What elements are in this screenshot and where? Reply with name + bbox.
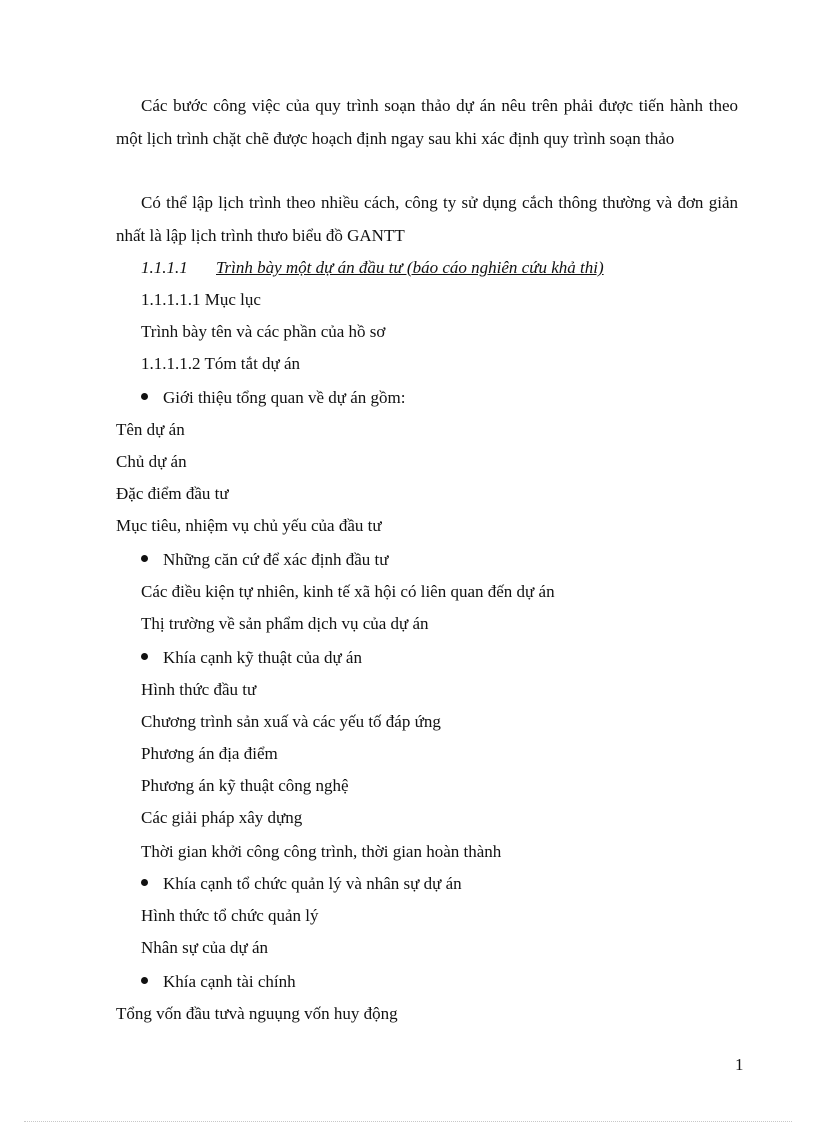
bullet-item bbox=[141, 648, 362, 668]
text-line: Tổng vốn đầu tưvà nguụng vốn huy động bbox=[116, 1004, 398, 1023]
bullet-text: Khía cạnh tài chính bbox=[163, 972, 296, 991]
bullet-icon bbox=[141, 653, 148, 660]
bullet-text: Những căn cứ để xác định đầu tư bbox=[163, 550, 389, 569]
text-line: Phương án kỹ thuật công nghệ bbox=[141, 776, 349, 795]
paragraph-intro: Các bước công việc của quy trình soạn thảo dự án nêu trên phải được tiến hành theo một lịch trình chặt chẽ được hoạch định ngay sau khi xác định quy trình soạn thảo bbox=[116, 96, 738, 148]
bullet-item bbox=[141, 388, 405, 408]
text-line: Hình thức đầu tư bbox=[141, 680, 257, 699]
section-heading-number: 1.1.1.1 bbox=[141, 258, 188, 277]
bullet-icon bbox=[141, 555, 148, 562]
text-line: Thời gian khởi công công trình, thời gian hoàn thành bbox=[141, 842, 502, 861]
text-line: Tên dự án bbox=[116, 420, 185, 439]
subheading-tom-tat: 1.1.1.1.2 Tóm tắt dự án bbox=[141, 354, 301, 373]
bullet-text: Giới thiệu tổng quan về dự án gồm: bbox=[163, 388, 406, 407]
bullet-item bbox=[141, 972, 296, 992]
bullet-icon bbox=[141, 393, 148, 400]
text-line: Đặc điểm đầu tư bbox=[116, 484, 229, 503]
bullet-text: Khía cạnh kỹ thuật của dự án bbox=[163, 648, 362, 667]
bullet-icon bbox=[141, 879, 148, 886]
text-line: Các giải pháp xây dựng bbox=[141, 808, 303, 827]
text-line: Phương án địa điểm bbox=[141, 744, 278, 763]
text-line: Các điều kiện tự nhiên, kinh tế xã hội có liên quan đến dự án bbox=[141, 582, 555, 601]
bullet-icon bbox=[141, 977, 148, 984]
bullet-item bbox=[141, 550, 388, 570]
section-heading bbox=[141, 258, 604, 278]
page-bottom-rule bbox=[24, 1121, 792, 1122]
text-line: Mục tiêu, nhiệm vụ chủ yếu của đầu tư bbox=[116, 516, 382, 535]
bullet-item bbox=[141, 874, 462, 894]
section-heading-title: Trình bày một dự án đầu tư (báo cáo nghiên cứu khả thi) bbox=[216, 258, 604, 277]
subheading-muc-luc: 1.1.1.1.1 Mục lục bbox=[141, 290, 261, 309]
text-line: Nhân sự của dự án bbox=[141, 938, 269, 957]
text-line: Chủ dự án bbox=[116, 452, 187, 471]
text-line: Thị trường về sản phẩm dịch vụ của dự án bbox=[141, 614, 429, 633]
bullet-text: Khía cạnh tổ chức quản lý và nhân sự dự án bbox=[163, 874, 462, 893]
text-line: Hình thức tổ chức quản lý bbox=[141, 906, 319, 925]
text-line: Chương trình sản xuấ và các yếu tố đáp ứng bbox=[141, 712, 441, 731]
page-number: 1 bbox=[735, 1055, 744, 1074]
text-line: Trình bày tên và các phần của hồ sơ bbox=[141, 322, 386, 341]
paragraph-gantt: Có thể lập lịch trình theo nhiều cách, công ty sử dụng cắch thông thường và đơn giản nhất là lập lịch trình thưo biểu đồ GANTT bbox=[116, 193, 738, 245]
